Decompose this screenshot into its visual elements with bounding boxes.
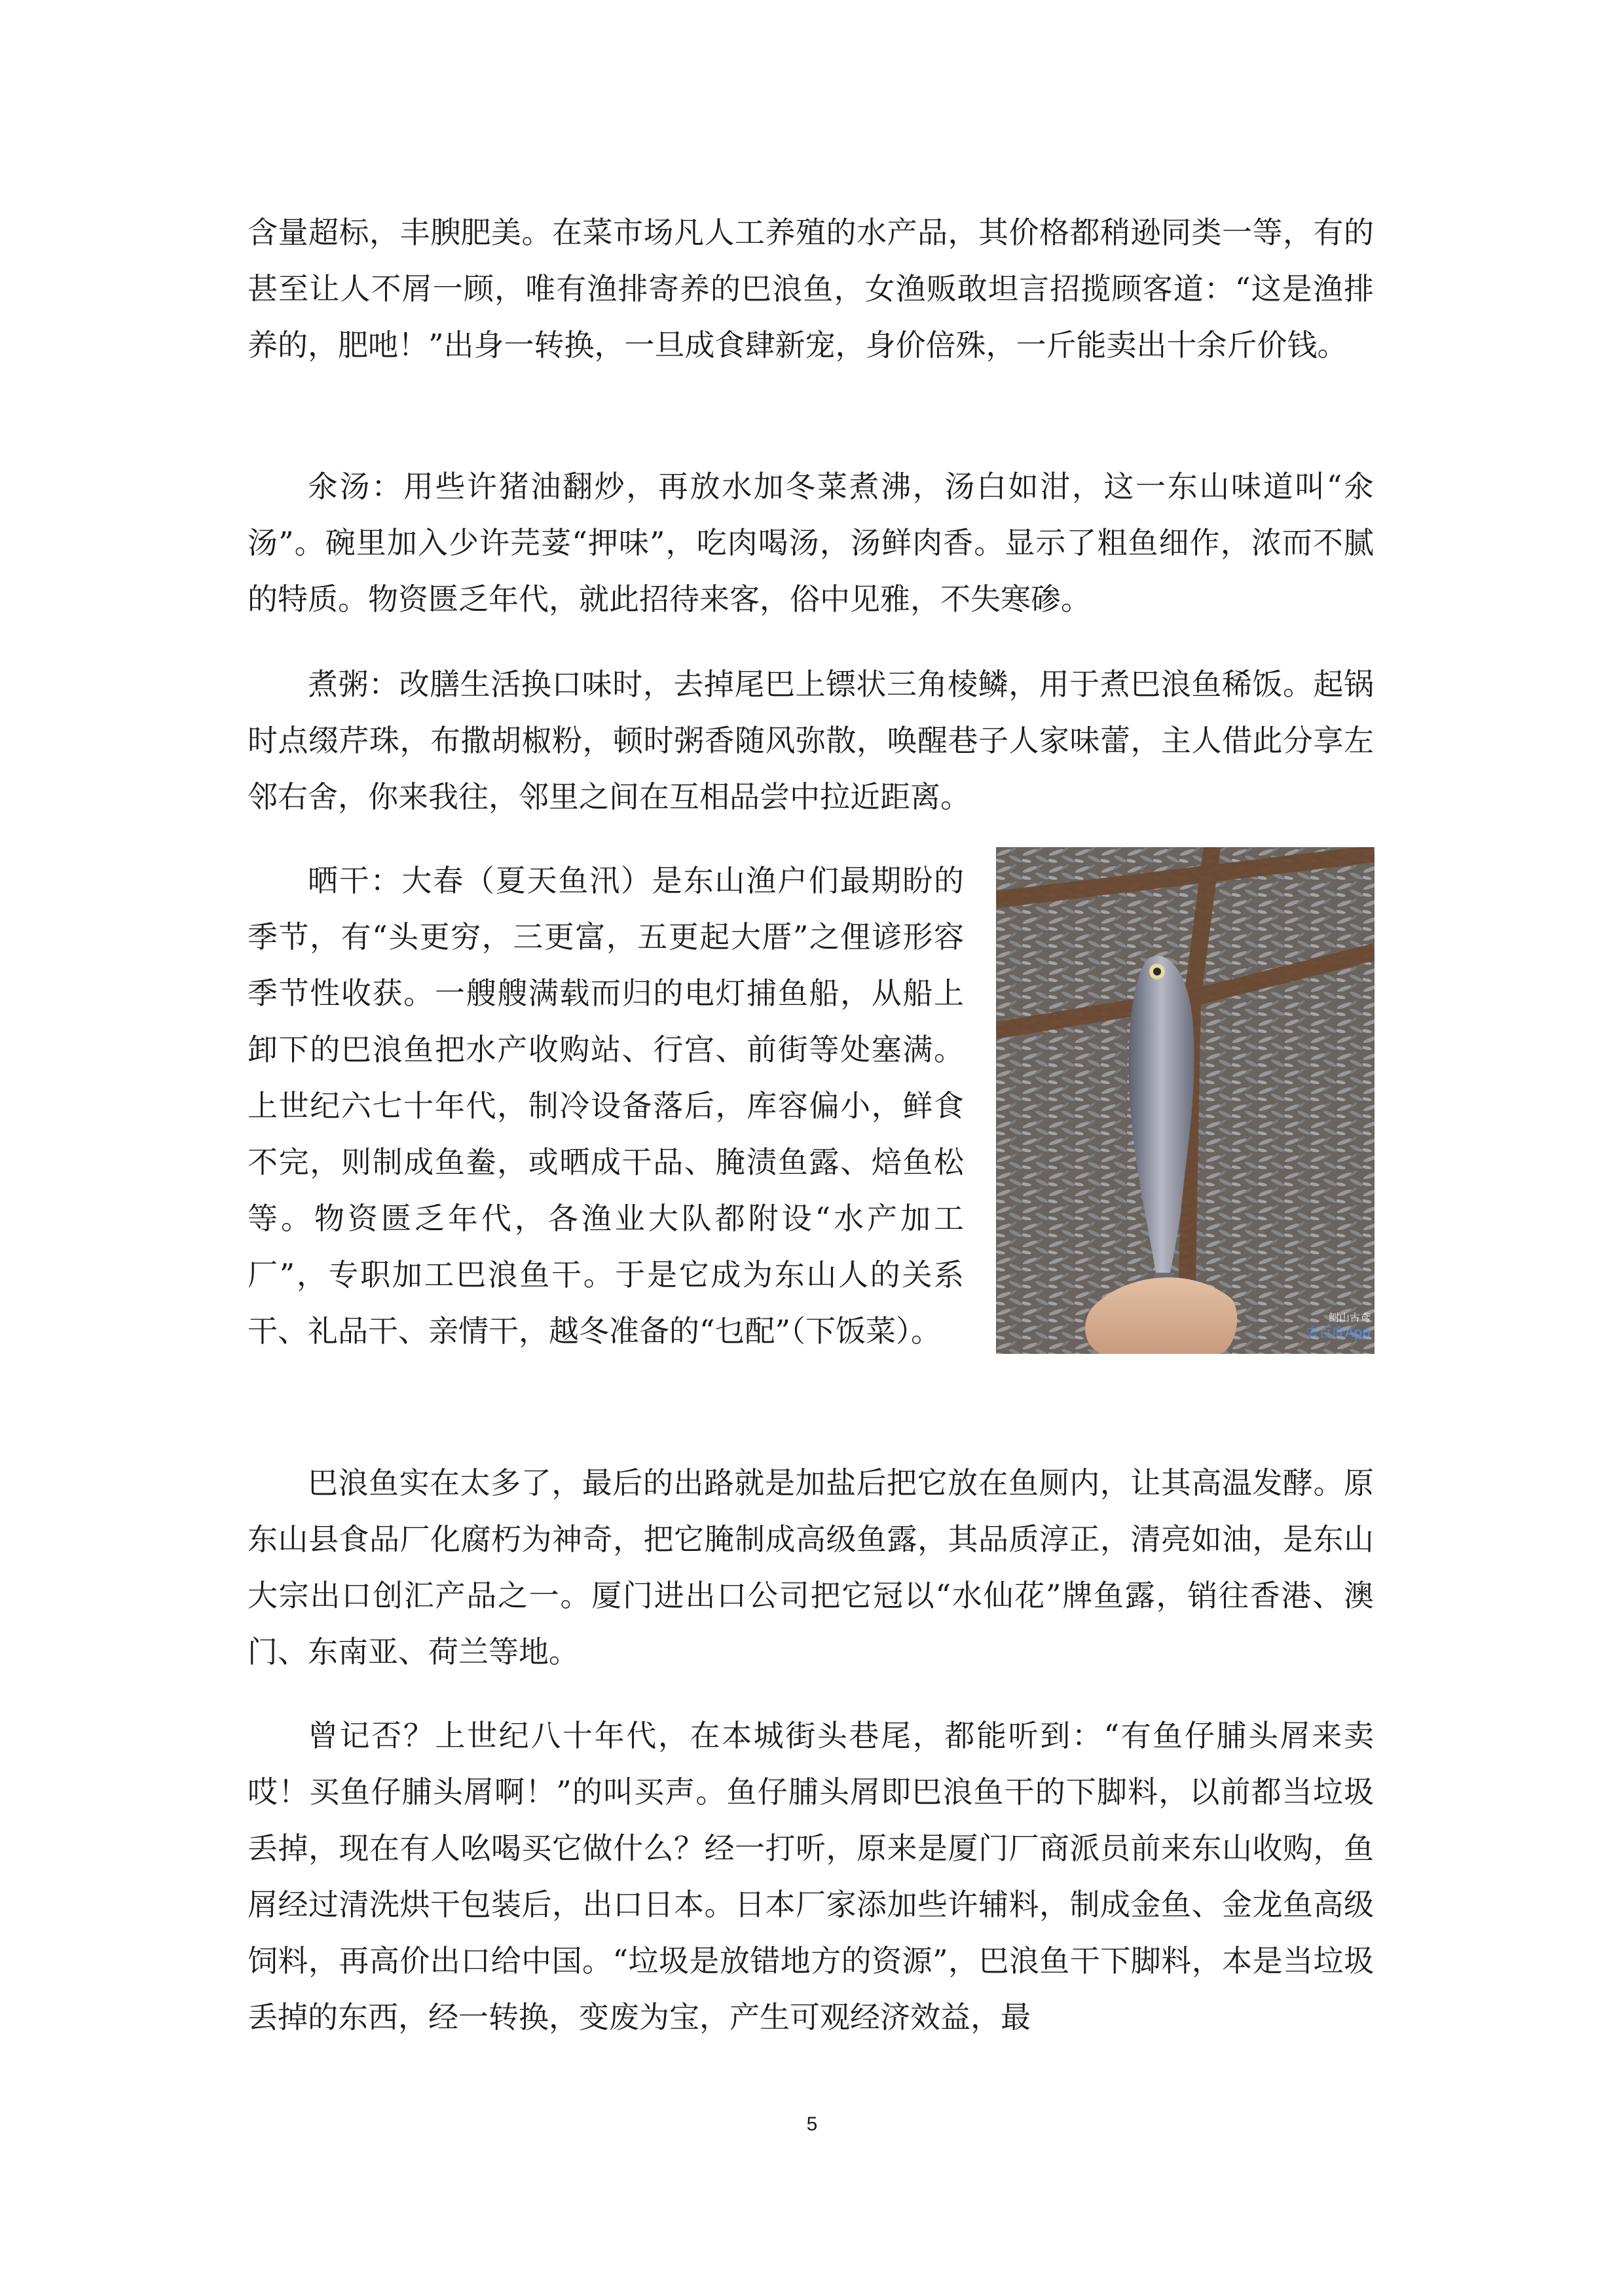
page-number: 5 xyxy=(806,2113,818,2135)
paragraph-2: 氽汤：用些许猪油翻炒，再放水加冬菜煮沸，汤白如泔，这一东山味道叫“氽汤”。碗里加入少许芫荽“押味”，吃肉喝汤，汤鲜肉香。显示了粗鱼细作，浓而不腻的特质。物资匮乏年代，就此招待来客，俗中见雅，不失寒碜。 xyxy=(248,469,1374,617)
paragraph-3: 煮粥：改膳生活换口味时，去掉尾巴上镖状三角棱鳞，用于煮巴浪鱼稀饭。起锅时点缀芹珠，布撒胡椒粉，顿时粥香随风弥散，唤醒巷子人家味蕾，主人借此分享左邻右舍，你来我往，邻里之间在互相品尝中拉近距离。 xyxy=(248,666,1374,814)
dried-fish-photo xyxy=(996,847,1375,1354)
paragraph-5: 巴浪鱼实在太多了，最后的出路就是加盐后把它放在鱼厕内，让其高温发酵。原东山县食品厂化腐朽为神奇，把它腌制成高级鱼露，其品质淳正，清亮如油，是东山大宗出口创汇产品之一。厦门进出口公司把它冠以“水仙花”牌鱼露，销往香港、澳门、东南亚、荷兰等地。 xyxy=(248,1465,1374,1669)
photo-watermark xyxy=(1306,1311,1371,1339)
watermark-line-1: 鲥山古鸢 xyxy=(1328,1311,1371,1324)
paragraph-6: 曾记否？上世纪八十年代，在本城街头巷尾，都能听到：“有鱼仔脯头屑来卖哎！买鱼仔脯头屑啊！”的叫买声。鱼仔脯头屑即巴浪鱼干的下脚料，以前都当垃圾丢掉，现在有人吆喝买它做什么？经一打听，原来是厦门厂商派员前来东山收购，鱼屑经过清洗烘干包装后，出口日本。日本厂家添加些许辅料，制成金鱼、金龙鱼高级饲料，再高价出口给中国。“垃圾是放错地方的资源”，巴浪鱼干下脚料，本是当垃圾丢掉的东西，经一转换，变废为宝，产生可观经济效益，最 xyxy=(248,1718,1374,2035)
paragraph-4: 晒干：大春（夏天鱼汛）是东山渔户们最期盼的季节，有“头更穷，三更富，五更起大厝”之俚谚形容季节性收获。一艘艘满载而归的电灯捕鱼船，从船上卸下的巴浪鱼把水产收购站、行宫、前街等处塞满。上世纪六七十年代，制冷设备落后，库容偏小，鲜食不完，则制成鱼鲞，或晒成干品、腌渍鱼露、焙鱼松等。物资匮乏年代，各渔业大队都附设“水产加工厂”，专职加工巴浪鱼干。于是它成为东山人的关系干、礼品干、亲情干，越冬准备的“乜配”（下饭菜）。 xyxy=(248,863,964,1349)
watermark-line-2: 去百度App xyxy=(1305,1324,1371,1340)
paragraph-1: 含量超标，丰腴肥美。在菜市场凡人工养殖的水产品，其价格都稍逊同类一等，有的甚至让人不屑一顾，唯有渔排寄养的巴浪鱼，女渔贩敢坦言招揽顾客道：“这是渔排养的，肥吔！”出身一转换，一旦成食肆新宠，身价倍殊，一斤能卖出十余斤价钱。 xyxy=(248,215,1374,363)
